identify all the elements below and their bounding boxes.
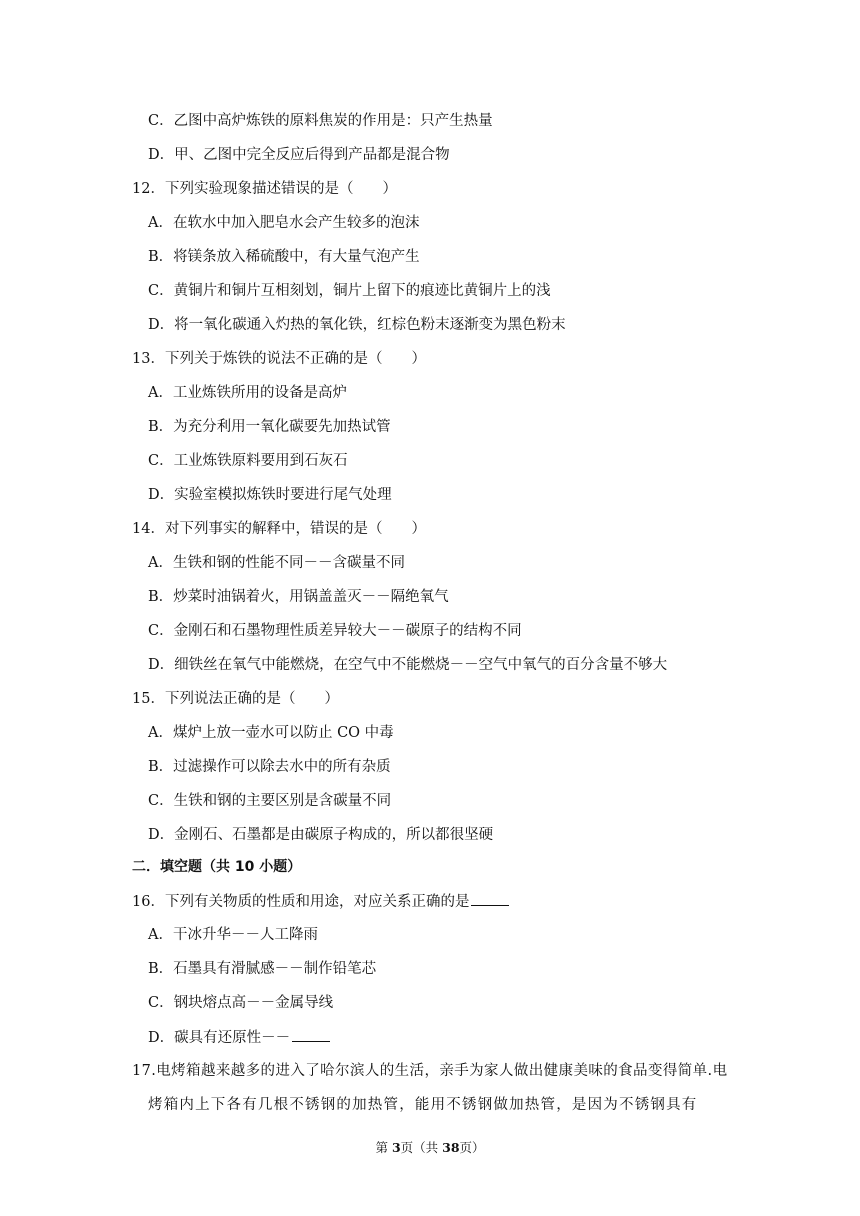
total-page-number: 38 [442, 1140, 460, 1155]
answer-blank [471, 891, 509, 906]
question-16-text: 16．下列有关物质的性质和用途，对应关系正确的是 [132, 894, 470, 910]
section-heading: 二．填空题（共 10 小题） [132, 859, 302, 875]
answer-option: D．细铁丝在氧气中能燃烧，在空气中不能燃烧－－空气中氧气的百分含量不够大 [148, 657, 668, 673]
question-16-option-d [148, 1027, 330, 1048]
footer-suffix: 页） [459, 1140, 485, 1155]
answer-option: A．工业炼铁所用的设备是高炉 [148, 385, 347, 401]
question-16-option-c: C．钢块熔点高－－金属导线 [148, 995, 334, 1011]
answer-option: B．将镁条放入稀硫酸中，有大量气泡产生 [148, 249, 420, 265]
page-footer [0, 1138, 860, 1156]
question-stem: 14．对下列事实的解释中，错误的是（ ） [132, 521, 426, 537]
question-stem: 15．下列说法正确的是（ ） [132, 691, 339, 707]
question-17-line-2: 烤箱内上下各有几根不锈钢的加热管，能用不锈钢做加热管，是因为不锈钢具有 [148, 1097, 698, 1113]
question-stem: 13．下列关于炼铁的说法不正确的是（ ） [132, 351, 426, 367]
answer-option: A．在软水中加入肥皂水会产生较多的泡沫 [148, 215, 420, 231]
answer-option: D．甲、乙图中完全反应后得到产品都是混合物 [148, 147, 450, 163]
question-stem: 12．下列实验现象描述错误的是（ ） [132, 181, 397, 197]
footer-mid: 页（共 [400, 1140, 443, 1155]
answer-blank [292, 1027, 330, 1042]
answer-option: C．黄铜片和铜片互相刻划，铜片上留下的痕迹比黄铜片上的浅 [148, 283, 551, 299]
question-16-stem [132, 891, 509, 912]
answer-option: B．过滤操作可以除去水中的所有杂质 [148, 759, 391, 775]
answer-option: D．将一氧化碳通入灼热的氧化铁，红棕色粉末逐渐变为黑色粉末 [148, 317, 566, 333]
answer-option: A．生铁和钢的性能不同－－含碳量不同 [148, 555, 405, 571]
question-16-option-a: A．干冰升华－－人工降雨 [148, 927, 318, 943]
answer-option: A．煤炉上放一壶水可以防止 CO 中毒 [148, 725, 394, 741]
current-page-number: 3 [391, 1140, 401, 1155]
footer-prefix: 第 [375, 1140, 392, 1155]
answer-option: C．金刚石和石墨物理性质差异较大－－碳原子的结构不同 [148, 623, 522, 639]
question-16-option-d-text: D．碳具有还原性－－ [148, 1030, 291, 1046]
answer-option: C．工业炼铁原料要用到石灰石 [148, 453, 348, 469]
question-17-line-1: 17.电烤箱越来越多的进入了哈尔滨人的生活，亲手为家人做出健康美味的食品变得简单.电 [132, 1063, 728, 1079]
answer-option: D．金刚石、石墨都是由碳原子构成的，所以都很坚硬 [148, 827, 494, 843]
answer-option: C．生铁和钢的主要区别是含碳量不同 [148, 793, 392, 809]
answer-option: B．炒菜时油锅着火，用锅盖盖灭－－隔绝氧气 [148, 589, 449, 605]
answer-option: B．为充分利用一氧化碳要先加热试管 [148, 419, 391, 435]
answer-option: C．乙图中高炉炼铁的原料焦炭的作用是：只产生热量 [148, 113, 493, 129]
answer-option: D．实验室模拟炼铁时要进行尾气处理 [148, 487, 392, 503]
question-16-option-b: B．石墨具有滑腻感－－制作铅笔芯 [148, 961, 377, 977]
